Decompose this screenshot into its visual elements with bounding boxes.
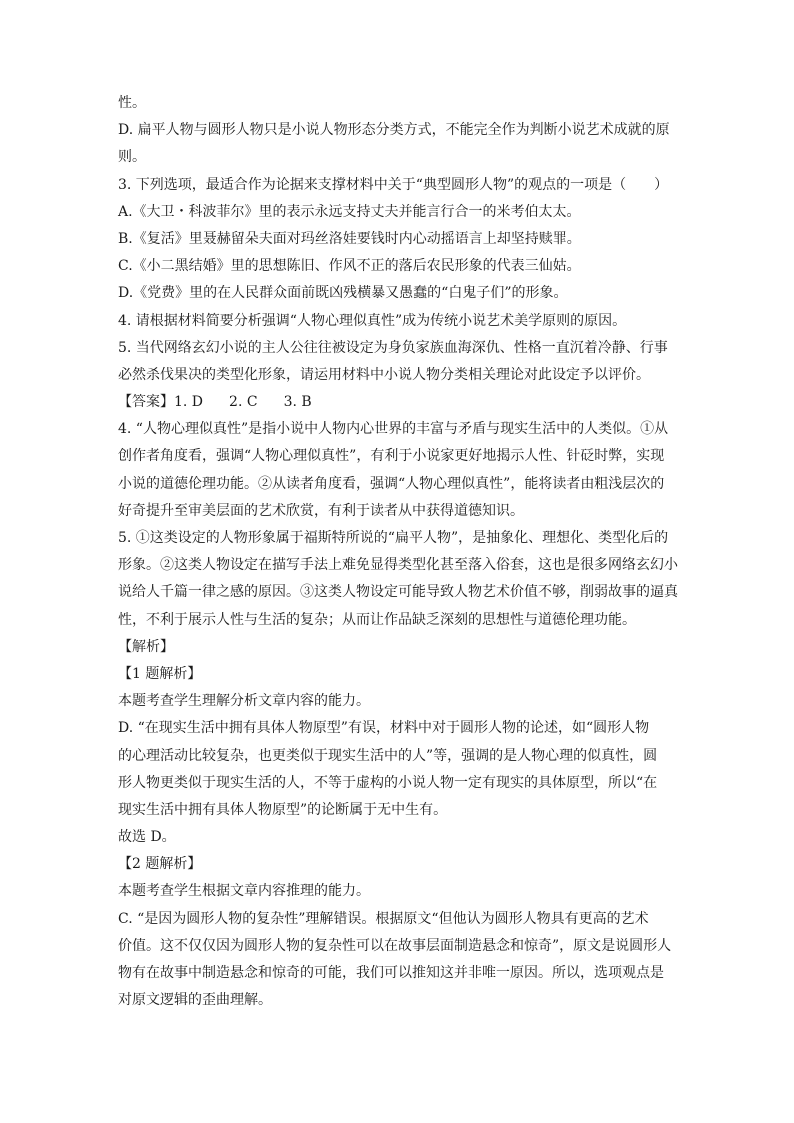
answer-label: 【答案】	[118, 394, 174, 411]
question-1-analysis-line-3: 的心理活动比较复杂，也更类似于现实生活中的人”等，强调的是人物心理的似真性，圆	[118, 747, 658, 764]
question-3-option-a: A.《大卫・科波菲尔》里的表示永远支持丈夫并能言行合一的米考伯太太。	[118, 203, 581, 220]
question-2-analysis-heading: 【2 题解析】	[118, 856, 202, 873]
answer-line	[118, 389, 688, 416]
question-2-analysis-line-4: 物有在故事中制造悬念和惊奇的可能，我们可以推知这并非唯一原因。所以，选项观点是	[118, 965, 664, 981]
question-2-analysis-line-5: 对原文逻辑的歪曲理解。	[118, 992, 272, 1009]
question-2-analysis-line-3: 价值。这不仅仅因为圆形人物的复杂性可以在故事层面制造悬念和惊奇”，原文是说圆形人	[118, 937, 672, 954]
question-1-analysis-line-4: 形人物更类似于现实生活的人，不等于虚构的小说人物一定有现实的具体原型，所以“在	[118, 774, 658, 791]
document-page	[118, 90, 688, 1014]
question-4: 4. 请根据材料简要分析强调“人物心理似真性”成为传统小说艺术美学原则的原因。	[118, 312, 627, 329]
answer-5-line-2: 形象。②这类人物设定在描写手法上难免显得类型化甚至落入俗套，这也是很多网络玄幻小	[118, 557, 678, 574]
question-1-analysis-line-5: 现实生活中拥有具体人物原型”的论断属于无中生有。	[118, 801, 448, 818]
answer-5-line-1: 5. ①这类设定的人物形象属于福斯特所说的“扁平人物”，是抽象化、理想化、类型化后的	[118, 530, 669, 546]
question-3-option-c: C.《小二黑结婚》里的思想陈旧、作风不正的落后农民形象的代表三仙姑。	[118, 258, 581, 275]
analysis-heading: 【解析】	[118, 638, 174, 655]
question-3-option-d: D.《党费》里的在人民群众面前既凶残横暴又愚蠢的“白鬼子们”的形象。	[118, 285, 568, 302]
question-2-analysis-line-2: C. “是因为圆形人物的复杂性”理解错误。根据原文“但他认为圆形人物具有更高的艺术	[118, 910, 649, 927]
answer-5-line-4: 性，不利于展示人性与生活的复杂；从而让作品缺乏深刻的思想性与道德伦理功能。	[118, 611, 636, 628]
question-2-analysis-line-1: 本题考查学生根据文章内容推理的能力。	[118, 883, 370, 900]
question-5-line-1: 5. 当代网络玄幻小说的主人公往往被设定为身负家族血海深仇、性格一直沉着冷静、行事	[118, 339, 668, 356]
question-3: 3. 下列选项，最适合作为论据来支撑材料中关于“典型圆形人物”的观点的一项是（ ）	[118, 176, 669, 193]
question-1-analysis-line-2: D. “在现实生活中拥有具体人物原型”有误，材料中对于圆形人物的论述，如“圆形人物	[118, 720, 650, 737]
question-1-conclusion: 故选 D。	[118, 829, 176, 846]
answer-2: 2. C	[229, 394, 258, 411]
answer-4-line-2: 创作者角度看，强调“人物心理似真性”，有利于小说家更好地揭示人性、针砭时弊，实现	[118, 448, 665, 465]
question-3-option-b: B.《复活》里聂赫留朵夫面对玛丝洛娃要钱时内心动摇语言上却坚持赎罪。	[118, 230, 581, 247]
text-line: 性。	[118, 95, 146, 111]
option-d-line-2: 则。	[118, 149, 146, 166]
answer-4-line-3: 小说的道德伦理功能。②从读者角度看，强调“人物心理似真性”，能将读者由粗浅层次的	[118, 475, 665, 492]
question-5-line-2: 必然杀伐果决的类型化形象，请运用材料中小说人物分类相关理论对此设定予以评价。	[118, 366, 650, 383]
question-1-analysis-heading: 【1 题解析】	[118, 665, 202, 682]
answer-1: 1. D	[174, 394, 204, 411]
option-d-line-1: D. 扁平人物与圆形人物只是小说人物形态分类方式，不能完全作为判断小说艺术成就的原	[118, 122, 670, 139]
answer-5-line-3: 说给人千篇一律之感的原因。③这类人物设定可能导致人物艺术价值不够，削弱故事的逼真	[118, 584, 678, 601]
answer-4-line-1: 4. “人物心理似真性”是指小说中人物内心世界的丰富与矛盾与现实生活中的人类似。①从	[118, 421, 669, 438]
answer-4-line-4: 好奇提升至审美层面的艺术欣赏，有利于读者从中获得道德知识。	[118, 502, 524, 519]
answer-3: 3. B	[283, 394, 312, 411]
question-1-analysis-line-1: 本题考查学生理解分析文章内容的能力。	[118, 693, 370, 710]
